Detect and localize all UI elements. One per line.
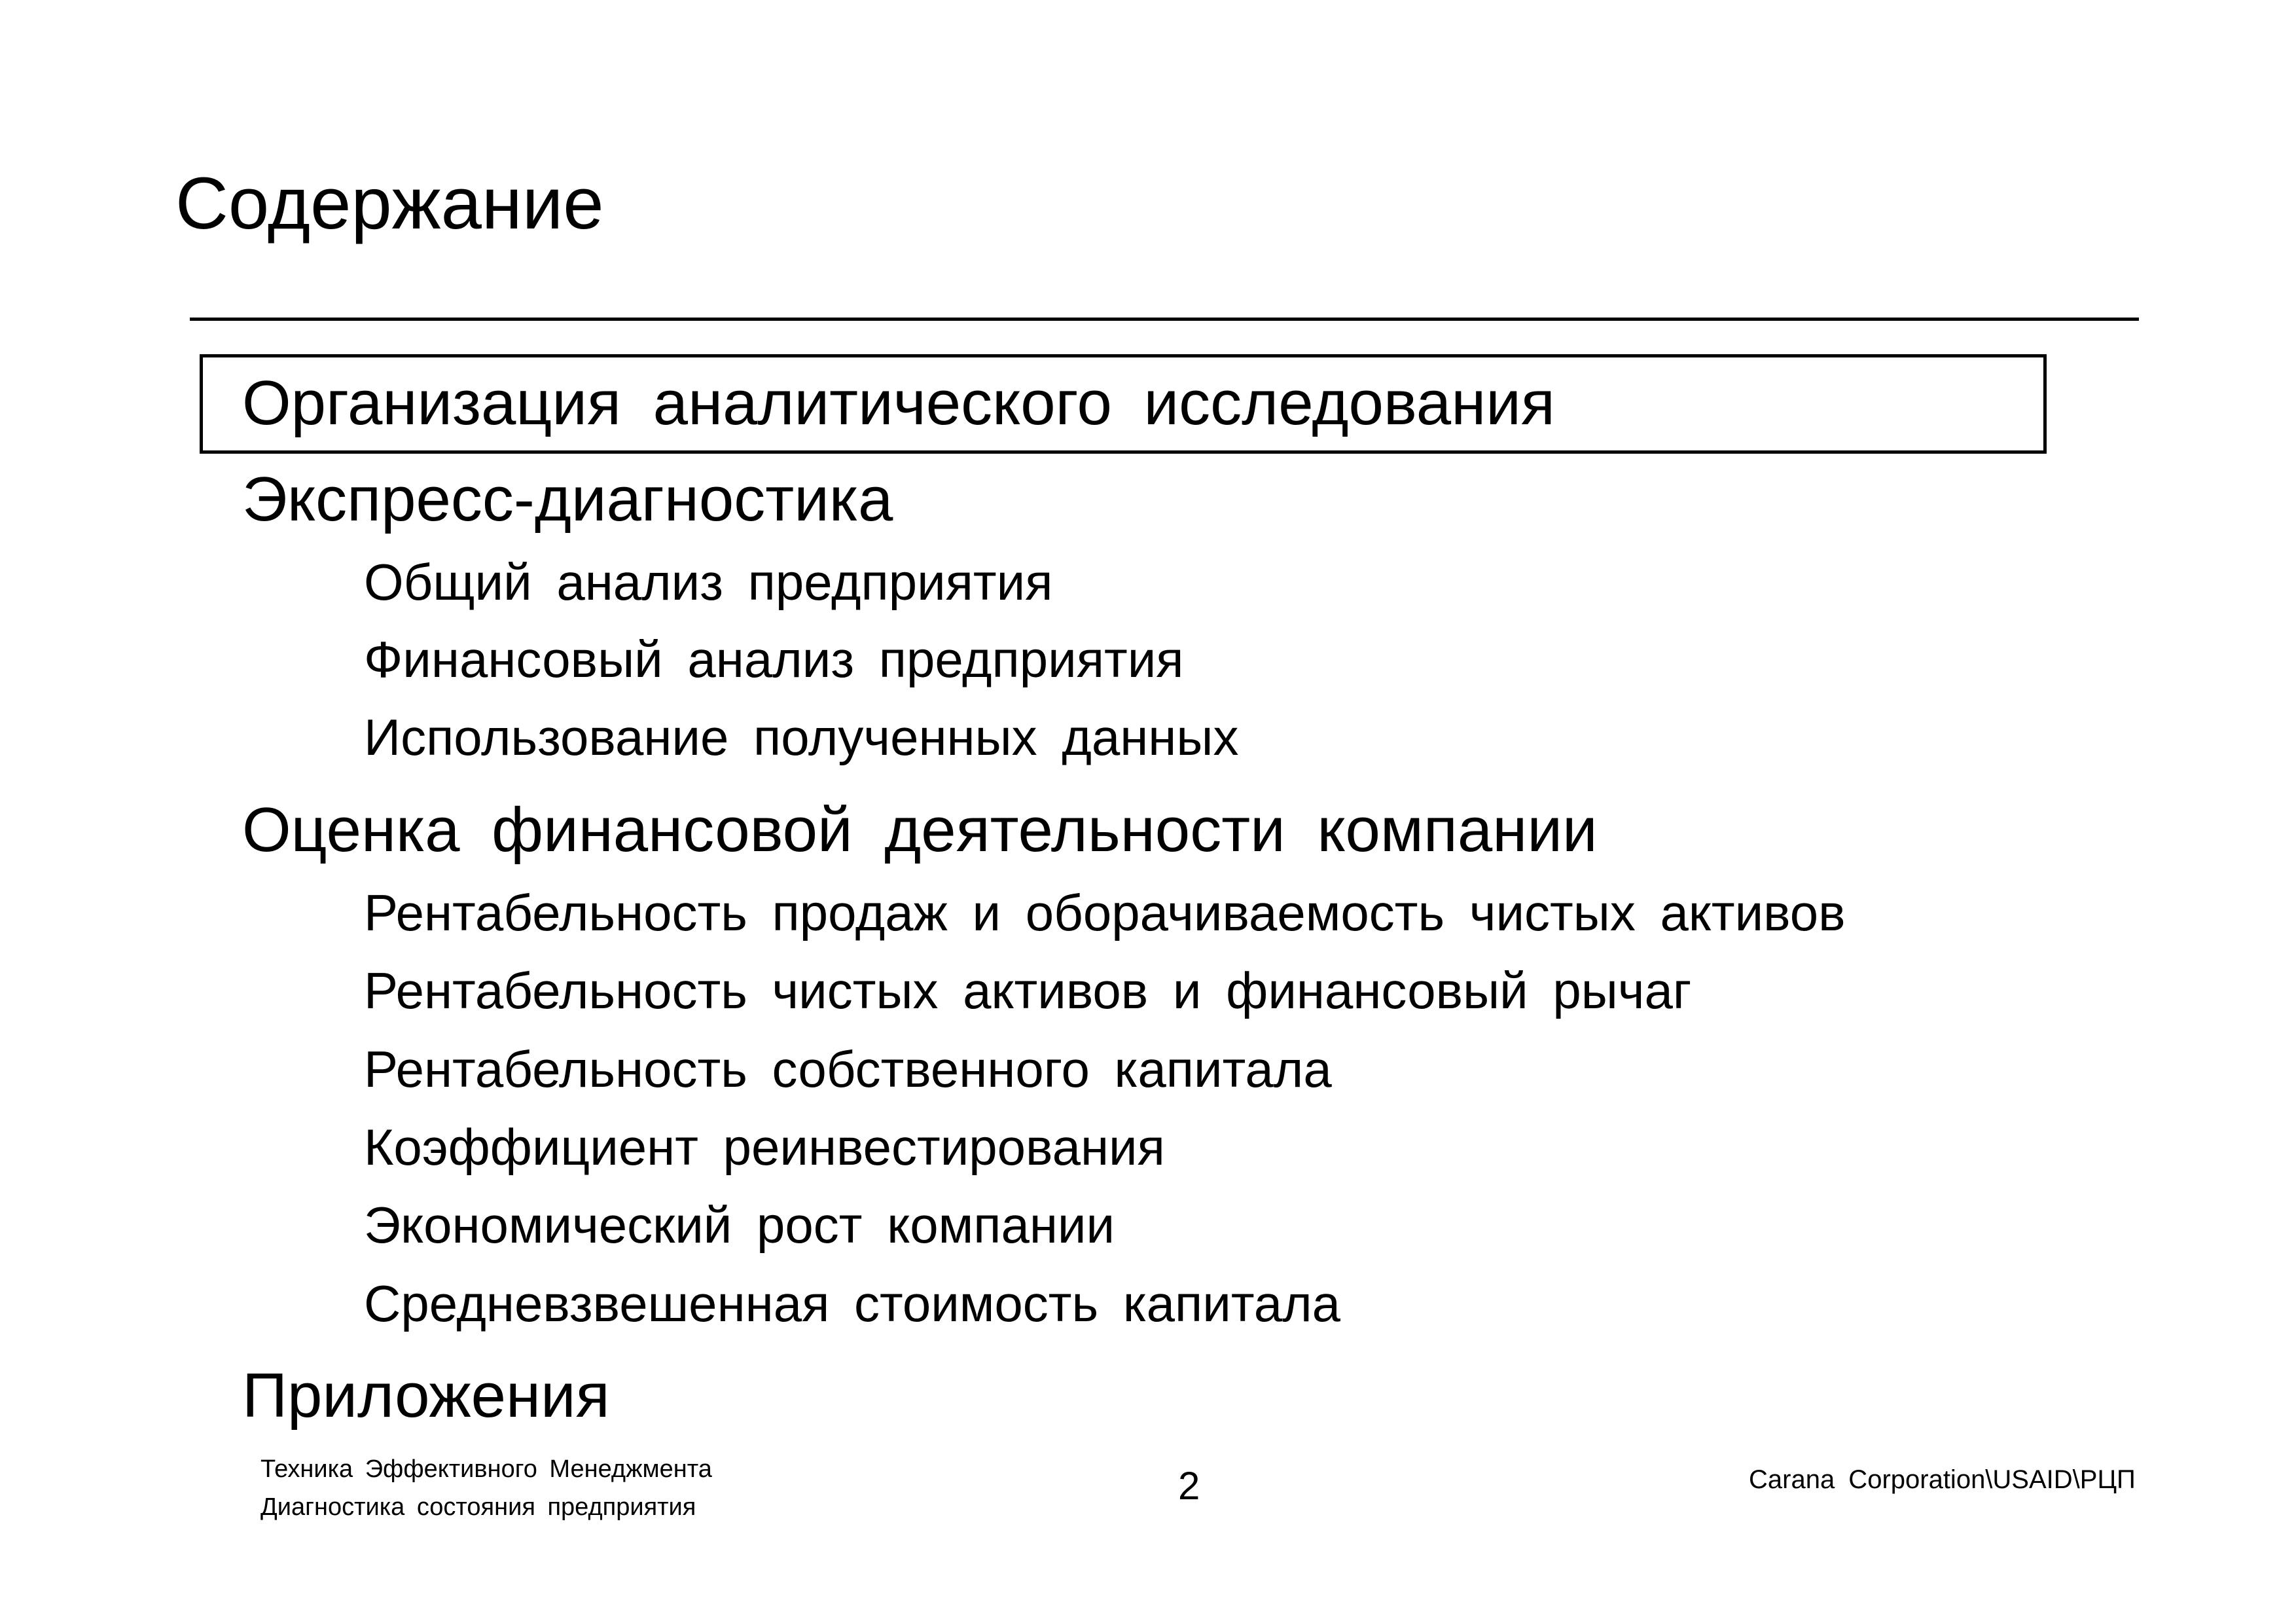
toc-subitem: Общий анализ предприятия xyxy=(364,553,1053,611)
toc-item: Оценка финансовой деятельности компании xyxy=(242,795,1598,865)
page-title: Содержание xyxy=(175,162,604,244)
toc-subitem: Рентабельность чистых активов и финансовый рычаг xyxy=(364,962,1692,1019)
footer-left xyxy=(260,1450,712,1526)
toc-subitem: Рентабельность продаж и оборачиваемость чистых активов xyxy=(364,884,1846,941)
toc-item: Приложения xyxy=(242,1360,610,1431)
page-number: 2 xyxy=(1178,1464,1200,1508)
toc-item: Экспресс-диагностика xyxy=(242,464,893,534)
toc-subitem: Коэффициент реинвестирования xyxy=(364,1118,1165,1176)
toc-item-current: Организация аналитического исследования xyxy=(200,354,2047,454)
toc-subitem: Экономический рост компании xyxy=(364,1196,1115,1254)
toc-subitem: Рентабельность собственного капитала xyxy=(364,1040,1332,1098)
footer-document-title: Диагностика состояния предприятия xyxy=(260,1493,696,1521)
toc-subitem: Финансовый анализ предприятия xyxy=(364,630,1184,688)
toc-subitem: Использование полученных данных xyxy=(364,708,1239,766)
toc-subitem: Средневзвешенная стоимость капитала xyxy=(364,1275,1340,1332)
footer-credit: Carana Corporation\USAID\РЦП xyxy=(1749,1465,2136,1494)
footer-series-title: Техника Эффективного Менеджмента xyxy=(260,1455,712,1483)
